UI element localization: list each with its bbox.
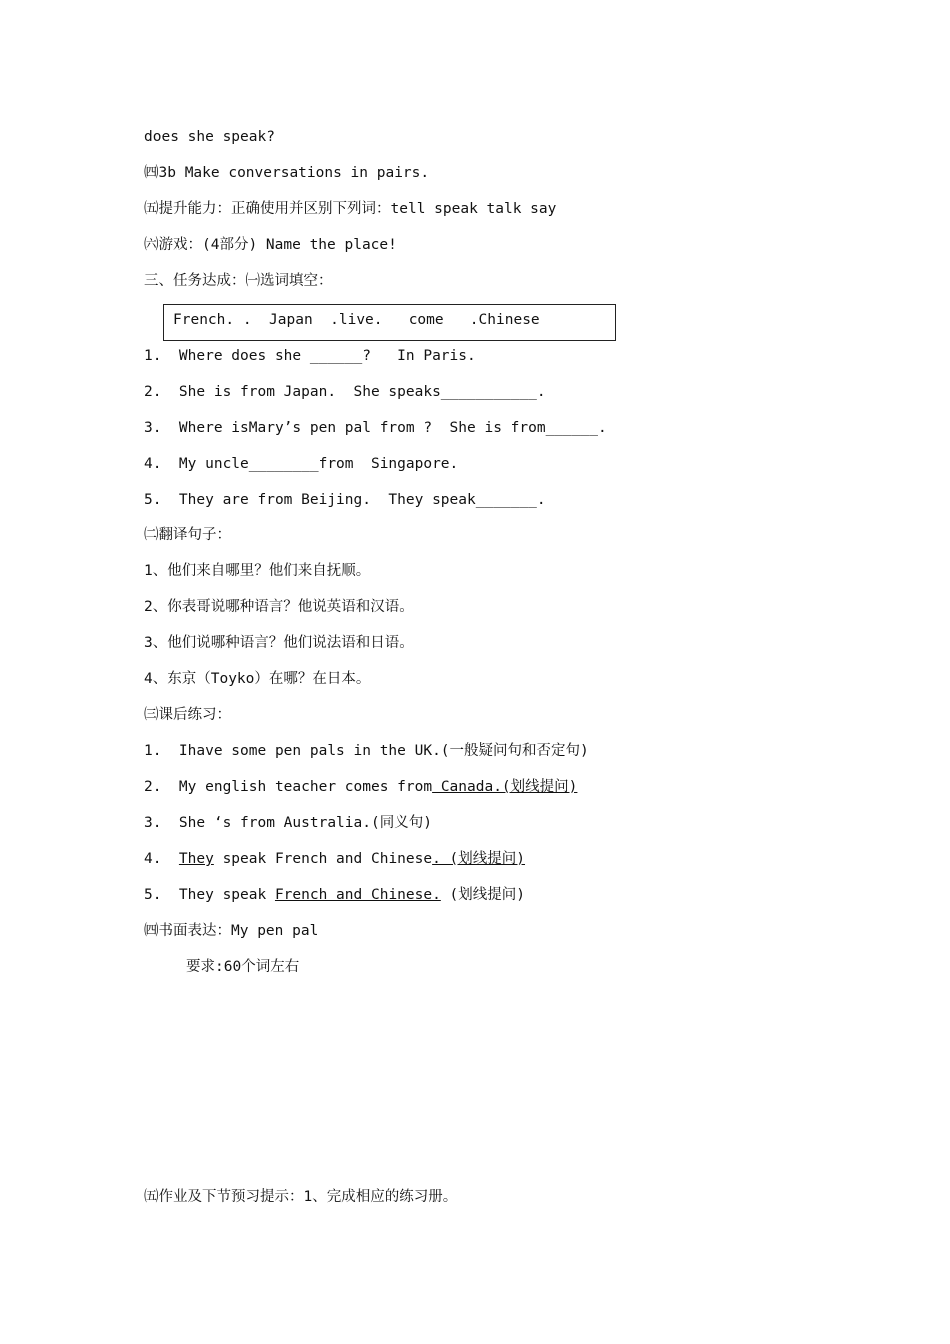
section-heading: ㈡翻译句子：: [144, 527, 231, 543]
exercise-text: (划线提问): [440, 887, 526, 903]
text-line: does she speak?: [144, 129, 275, 145]
exercise-item: 3. She ‘s from Australia.(同义句): [144, 815, 432, 831]
fill-blank-item: 4. My uncle________from Singapore.: [144, 456, 459, 472]
underlined-text: Canada.(划线提问): [432, 779, 578, 795]
translate-item: 2、你表哥说哪种语言？他说英语和汉语。: [144, 599, 414, 615]
section-heading: ㈣书面表达：My pen pal: [144, 923, 319, 939]
text-line: ㈤提升能力：正确使用并区别下列词：tell speak talk say: [144, 201, 557, 217]
fill-blank-item: 5. They are from Beijing. They speak_______.: [144, 492, 546, 508]
text-line: ㈣3b Make conversations in pairs.: [144, 165, 430, 181]
section-heading: ㈢课后练习：: [144, 707, 231, 723]
translate-item: 1、他们来自哪里？他们来自抚顺。: [144, 563, 371, 579]
exercise-item: [144, 850, 525, 868]
word-bank-text: French. . Japan .live. come .Chinese: [173, 312, 540, 328]
exercise-text: 5. They speak: [144, 887, 275, 903]
underlined-text: They: [178, 851, 214, 867]
word-bank-box: [163, 304, 616, 341]
exercise-text: 2. My english teacher comes from: [144, 779, 433, 795]
homework-line: ㈤作业及下节预习提示：1、完成相应的练习册。: [144, 1189, 458, 1205]
text-line: ㈥游戏：(4部分) Name the place!: [144, 237, 397, 253]
translate-item: 4、东京（Toyko）在哪？在日本。: [144, 671, 371, 687]
fill-blank-item: 3. Where isMary’s pen pal from ? She is from______.: [144, 420, 607, 436]
writing-requirement: 要求:60个词左右: [186, 959, 300, 975]
exercise-item: [144, 778, 577, 796]
exercise-text: speak French and Chinese: [213, 851, 433, 867]
translate-item: 3、他们说哪种语言？他们说法语和日语。: [144, 635, 414, 651]
underlined-text: French and Chinese.: [274, 887, 441, 903]
section-heading: 三、任务达成：㈠选词填空：: [144, 273, 333, 289]
exercise-item: 1. Ihave some pen pals in the UK.(一般疑问句和否定句): [144, 743, 589, 759]
exercise-text: 4.: [144, 851, 179, 867]
fill-blank-item: 1. Where does she ______? In Paris.: [144, 348, 476, 364]
fill-blank-item: 2. She is from Japan. She speaks___________.: [144, 384, 546, 400]
underlined-text: . (划线提问): [432, 851, 526, 867]
exercise-item: [144, 886, 525, 904]
